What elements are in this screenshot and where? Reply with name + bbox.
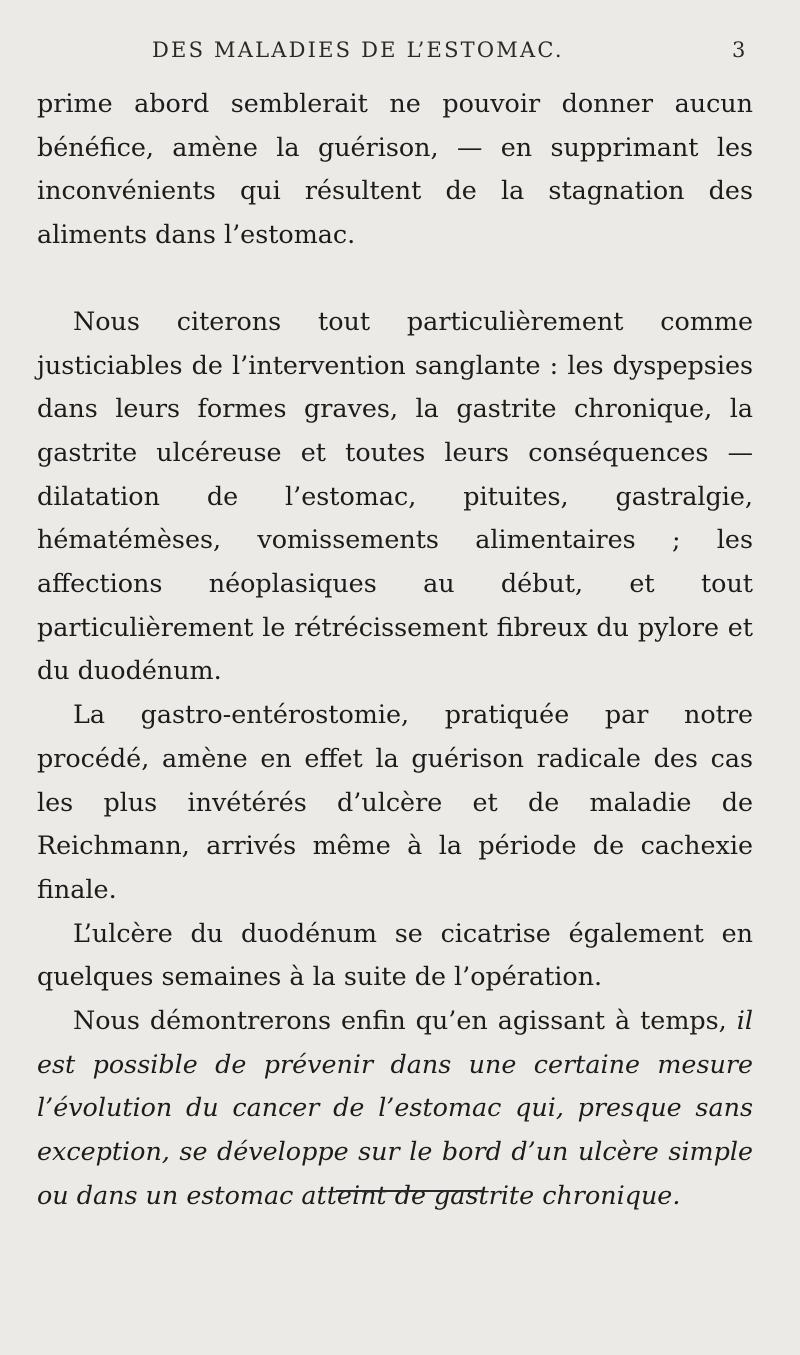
- paragraph-continuation: prime abord semblerait ne pouvoir donner aucun bénéfice, amène la guérison, — en supprimant les inconvénients qui résultent de la stagnation des aliments dans l’estomac.: [37, 88, 753, 250]
- closing-rule: [336, 1190, 482, 1192]
- paragraph-gap: [37, 257, 753, 300]
- paragraph-gastro-enterostomy: La gastro-entérostomie, pratiquée par notre procédé, amène en effet la guérison radicale des cas les plus invétérés d’ulcère et de maladie de Reichmann, arrivés même à la période de cachexie finale.: [37, 699, 753, 904]
- body-text: [37, 82, 753, 1218]
- cancer-prevention-italic: il est possible de prévenir dans une certaine mesure l’évolution du cancer de l’estomac qui, presque sans exception, se développe sur le bord d’un ulcère simple ou dans un estomac atteint de gastrite chronique.: [37, 1005, 753, 1210]
- paragraph-duodenal-ulcer: L’ulcère du duodénum se cicatrise également en quelques semaines à la suite de l’opération.: [37, 917, 753, 992]
- page-number: 3: [732, 38, 746, 62]
- paragraph-cancer-prevention: [37, 999, 753, 1218]
- cancer-prevention-roman: Nous démontrerons enfin qu’en agissant à temps,: [73, 1005, 727, 1036]
- paragraph-indications: Nous citerons tout particulièrement comme justiciables de l’intervention sanglante : les dyspepsies dans leurs formes graves, la gastrite chronique, la gastrite ulcéreuse et toutes leurs conséquences — dilatation de l’estomac, pituites, gastralgie, hématémèses, vomissements alimentaires ; les affections néoplasiques au début, et tout particulièrement le rétrécissement fibreux du pylore et du duodénum.: [37, 305, 753, 686]
- running-title: DES MALADIES DE L’ESTOMAC.: [152, 38, 564, 62]
- running-head: [0, 38, 800, 68]
